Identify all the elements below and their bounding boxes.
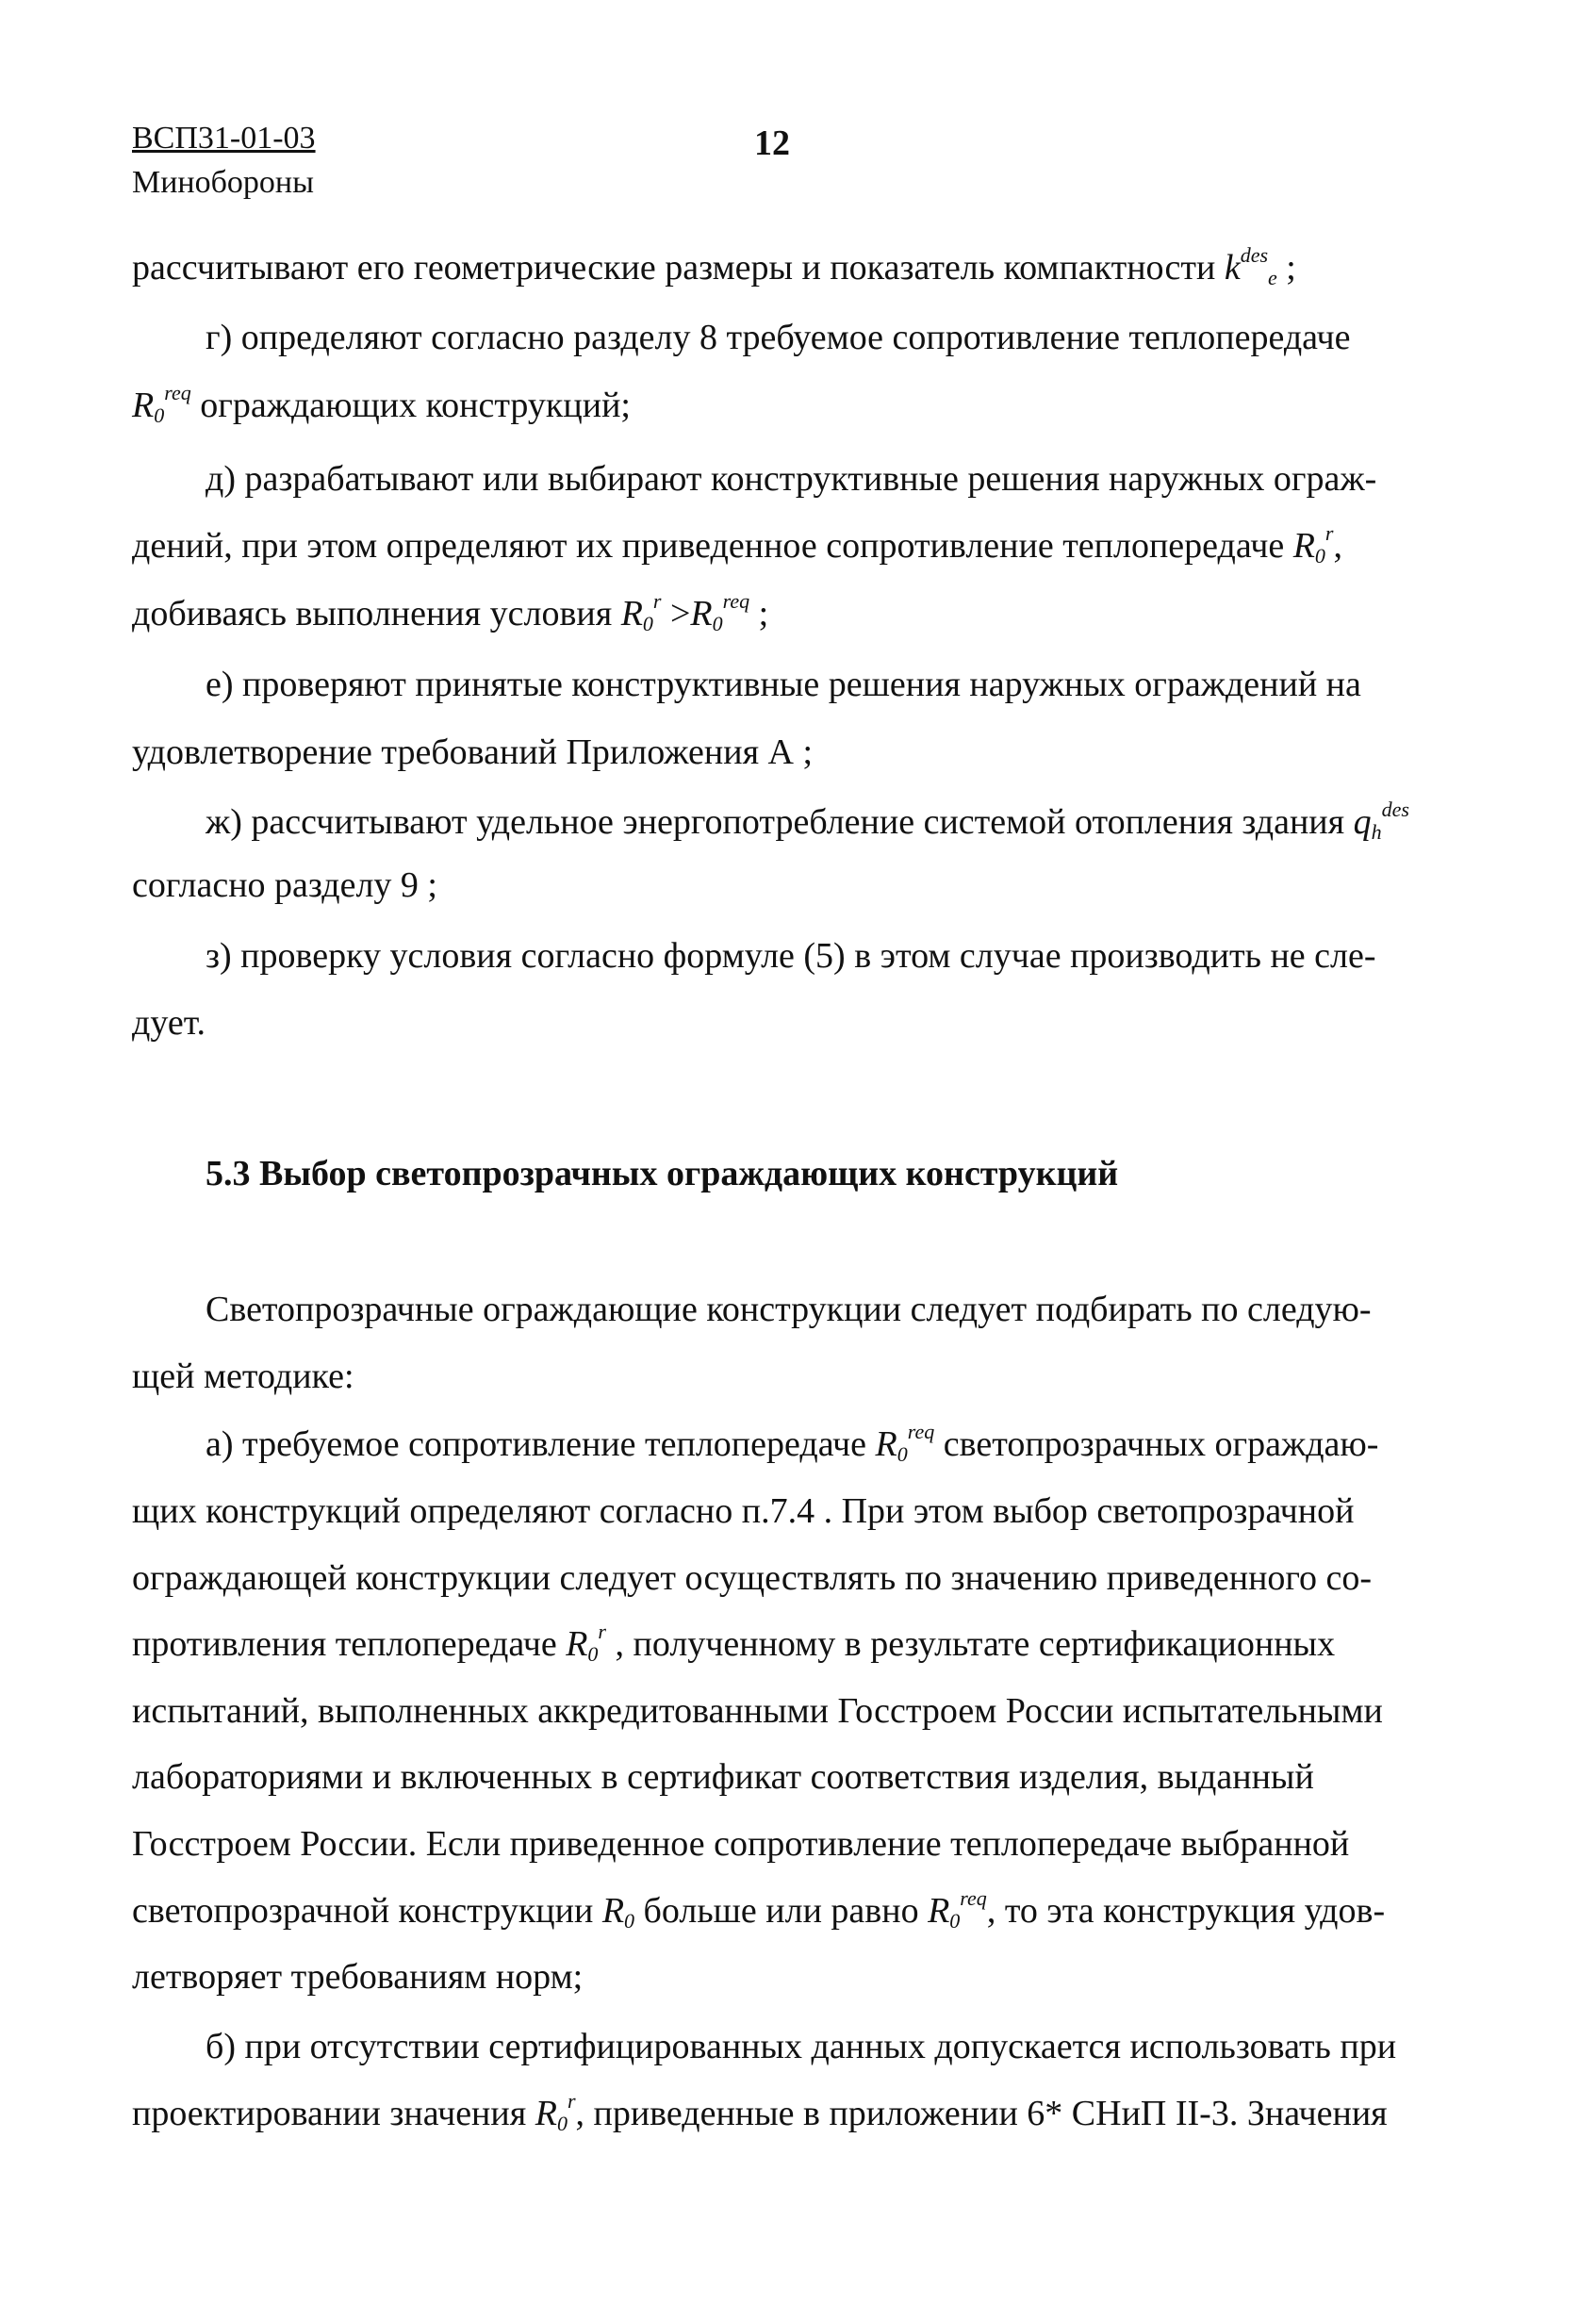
text-segment: согласно разделу 9 ; [132, 865, 437, 905]
text-segment: противления теплопередаче [132, 1624, 557, 1664]
text-line [206, 1287, 1372, 1332]
text-segment: , полученному в результате сертификационных [615, 1624, 1336, 1664]
text-line [132, 1621, 1335, 1667]
text-segment: д) разрабатывают или выбирают конструктивные решения наружных ограж- [206, 459, 1377, 499]
text-line [132, 1821, 1349, 1867]
document-code: ВСП31-01-03 [132, 121, 316, 156]
text-line [206, 2024, 1396, 2069]
text-segment: рассчитывают его геометрические размеры и показатель компактности [132, 248, 1216, 288]
text-line [132, 1555, 1372, 1601]
formula-r0-r: $R_0^r$ [620, 589, 662, 635]
text-line: добиваясь выполнения условия $R_0^r >R_0^{req}$ ; [132, 589, 769, 635]
text-line [132, 1688, 1383, 1734]
text-segment: светопрозрачных ограждаю- [943, 1424, 1379, 1464]
text-segment: дений, при этом определяют их приведенное сопротивление теплопередаче [132, 526, 1285, 566]
text-line [132, 1354, 354, 1399]
text-line [132, 1754, 1314, 1800]
text-segment: летворяет требованиям норм; [132, 1957, 584, 1997]
formula-k: $k^{des}_e$ [1224, 243, 1277, 289]
text-segment: проектировании значения [132, 2094, 527, 2133]
text-segment: ; [1286, 248, 1296, 288]
text-segment: г) определяют согласно разделу 8 требуемое сопротивление теплопередаче [206, 318, 1351, 357]
text-segment: дует. [132, 1003, 206, 1043]
text-line [132, 1954, 583, 1999]
formula-r0-req: $R_0^{req}$ [132, 381, 191, 427]
text-segment: Светопрозрачные ограждающие конструкции следует подбирать по следую- [206, 1290, 1372, 1329]
document-organization: Минобороны [132, 165, 314, 200]
text-segment: удовлетворение требований Приложения А ; [132, 732, 814, 772]
text-line [132, 730, 813, 775]
text-segment: щей методике: [132, 1357, 354, 1396]
formula-r0-r: $R_0^r$ [566, 1620, 606, 1666]
text-line: дений, при этом определяют их приведенное сопротивление теплопередаче $R_0^r$, [132, 521, 1342, 568]
text-line [132, 383, 631, 428]
text-line [132, 1000, 206, 1045]
text-line [132, 863, 437, 908]
text-segment: ж) рассчитывают удельное энергопотребление системой отопления здания [206, 802, 1345, 842]
text-line [206, 933, 1376, 979]
formula-r0-req: $R_0^{req}$ [928, 1886, 987, 1933]
text-line [132, 2091, 1388, 2136]
text-segment: , приведенные в приложении 6* СНиП II-3. Значения [575, 2094, 1388, 2133]
section-heading: 5.3 Выбор светопрозрачных ограждающих конструкций [206, 1154, 1119, 1193]
text-line [132, 1888, 1385, 1933]
formula-r0: $R_0$ [601, 1891, 635, 1933]
formula-r0-r: $R_0^r$ [1292, 521, 1334, 568]
text-segment: , то эта конструкция удов- [986, 1891, 1386, 1931]
text-segment: испытаний, выполненных аккредитованными Госстроем России испытательными [132, 1691, 1383, 1731]
page-number: 12 [754, 123, 790, 163]
formula-r0-r: $R_0^r$ [535, 2089, 576, 2135]
text-segment: больше или равно [643, 1891, 919, 1931]
text-segment: б) при отсутствии сертифицированных данных допускается использовать при [206, 2027, 1397, 2066]
formula-qh-des: $q_h^{des}$ [1353, 798, 1409, 844]
text-line [206, 799, 1409, 845]
text-line [206, 315, 1351, 360]
text-line [206, 662, 1361, 707]
text-line [206, 1422, 1378, 1467]
text-segment: ограждающих конструкций; [200, 386, 631, 425]
text-segment: е) проверяют принятые конструктивные решения наружных ограждений на [206, 665, 1361, 704]
text-segment: а) требуемое сопротивление теплопередаче [206, 1424, 867, 1464]
text-segment: добиваясь выполнения условия [132, 594, 613, 633]
text-line [132, 245, 1296, 290]
formula-r0-req: $R_0^{req}$ [875, 1420, 935, 1466]
text-segment: з) проверку условия согласно формуле (5) в этом случае производить не сле- [206, 936, 1376, 976]
text-line [206, 456, 1376, 502]
text-segment: ограждающей конструкции следует осуществлять по значению приведенного со- [132, 1558, 1373, 1598]
text-segment: Госстроем России. Если приведенное сопротивление теплопередаче выбранной [132, 1824, 1350, 1864]
text-line [132, 1489, 1354, 1534]
text-segment: лабораториями и включенных в сертификат соответствия изделия, выданный [132, 1757, 1314, 1797]
text-segment: щих конструкций определяют согласно п.7.4 . При этом выбор светопрозрачной [132, 1491, 1355, 1531]
formula-r0-req: $R_0^{req}$ [690, 589, 750, 635]
text-segment: светопрозрачной конструкции [132, 1891, 594, 1931]
